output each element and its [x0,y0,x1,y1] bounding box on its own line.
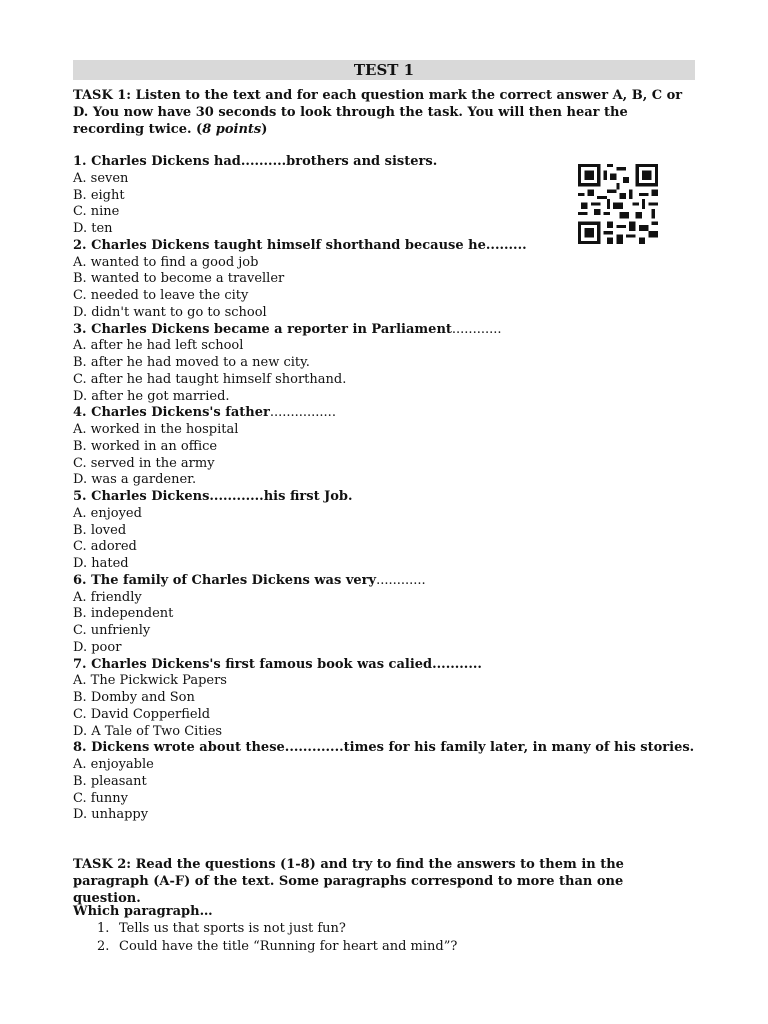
question-4-option-a[interactable]: A. worked in the hospital [73,422,239,437]
question-4-option-b[interactable]: B. worked in an office [73,438,218,454]
question-2-option-a[interactable]: A. wanted to find a good job [73,254,259,270]
question-1-option-c[interactable]: C. nine [73,204,120,220]
question-8-option-c[interactable]: C. funny [73,790,129,806]
task1-instructions [73,87,683,138]
question-3-option-c[interactable]: C. after he had taught himself shorthand. [73,371,347,387]
question-7-option-a[interactable]: A. The Pickwick Papers [73,673,227,689]
question-6-option-d[interactable]: D. poor [73,639,122,655]
question-3: 3. Charles Dickens became a reporter in Parliament............ [73,321,502,337]
question-3-option-d[interactable]: D. after he got married. [73,388,230,404]
question-1-option-b[interactable]: B. eight [73,187,125,203]
question-1-option-d[interactable]: D. ten [73,221,113,236]
list-item-text: Tells us that sports is not just fun? [119,921,346,936]
question-1-option-a[interactable]: A. seven [73,170,129,186]
question-5-option-a[interactable]: A. enjoyed [73,505,142,521]
question-6-option-a[interactable]: A. friendly [73,589,142,605]
question-8-option-a[interactable]: A. enjoyable [73,757,154,772]
question-8-option-d[interactable]: D. unhappy [73,807,149,823]
task1-intro-text: Listen to the text and for each question mark the correct answer A, B, C or D. You now have 30 seconds to look through the task. You will then hear the recording twice. ( [73,88,683,137]
question-6: 6. The family of Charles Dickens was very............ [73,572,426,588]
list-item-text: Could have the title “Running for heart and mind”? [119,939,458,954]
list-item [97,938,457,956]
question-2-option-d[interactable]: D. didn't want to go to school [73,304,267,320]
question-5: 5. Charles Dickens............his first Job. [73,489,353,504]
question-6-option-b[interactable]: B. independent [73,606,174,622]
question-5-option-d[interactable]: D. hated [73,556,129,571]
question-5-option-c[interactable]: C. adored [73,539,137,555]
task1-points: 8 points [202,122,262,137]
question-3-option-a[interactable]: A. after he had left school [73,338,244,354]
question-4-option-d[interactable]: D. was a gardener. [73,472,197,488]
question-4: 4. Charles Dickens's father................ [73,405,336,421]
question-6-option-c[interactable]: C. unfrienly [73,623,151,638]
list-item-number: 1. [97,921,110,936]
task2-instructions: TASK 2: Read the questions (1-8) and try to find the answers to them in the paragraph (A-F) of the text. Some paragraphs correspond to more than one question. [73,857,624,906]
task2-question-list [97,920,457,956]
questions-list [73,154,695,824]
question-1: 1. Charles Dickens had..........brothers and sisters. [73,154,438,169]
list-item [97,920,457,938]
question-8-option-b[interactable]: B. pleasant [73,773,147,789]
test-title: TEST 1 [73,60,695,80]
question-4-option-c[interactable]: C. served in the army [73,455,215,471]
question-2: 2. Charles Dickens taught himself shorthand because he......... [73,237,527,253]
task1-label: TASK 1: [73,88,132,103]
question-7: 7. Charles Dickens's first famous book was calied........... [73,656,482,672]
question-8: 8. Dickens wrote about these.............times for his family later, in many of his stories. [73,740,695,756]
question-7-option-c[interactable]: C. David Copperfield [73,706,211,722]
question-2-option-b[interactable]: B. wanted to become a traveller [73,271,285,287]
question-7-option-b[interactable]: B. Domby and Son [73,690,195,705]
question-7-option-d[interactable]: D. A Tale of Two Cities [73,723,223,739]
list-item-number: 2. [97,939,110,954]
question-2-option-c[interactable]: C. needed to leave the city [73,288,249,303]
task1-intro-end: ) [261,122,268,137]
which-paragraph-heading: Which paragraph… [73,904,213,919]
question-3-option-b[interactable]: B. after he had moved to a new city. [73,355,310,370]
question-5-option-b[interactable]: B. loved [73,522,127,538]
